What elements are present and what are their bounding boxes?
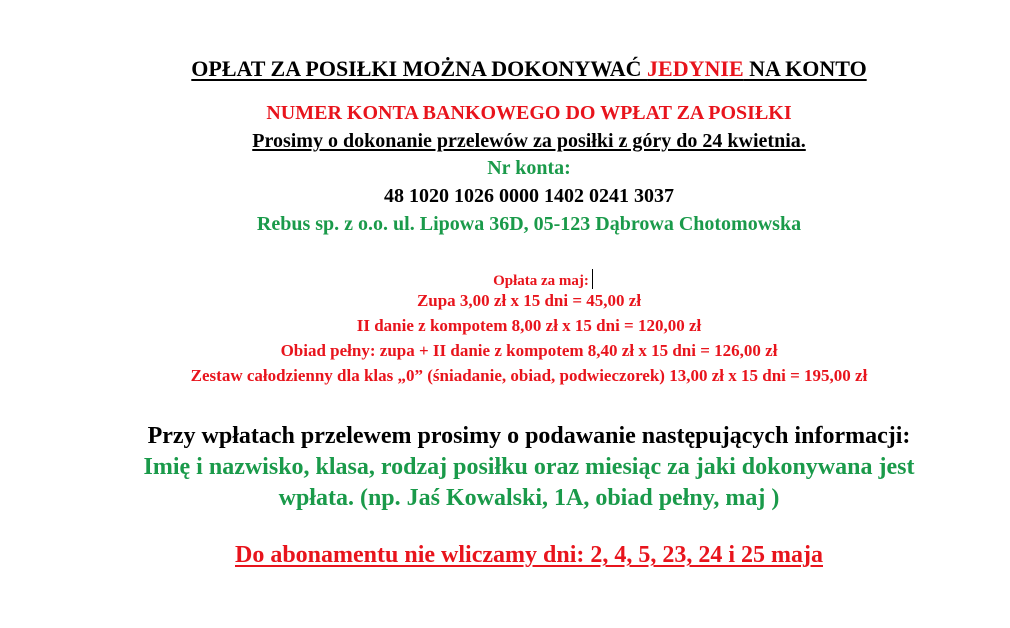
excluded-days-text: Do abonamentu nie wliczamy dni: 2, 4, 5, 23, 24 i 25 maja — [235, 542, 823, 568]
text-cursor — [592, 269, 593, 289]
fee-item-soup: Zupa 3,00 zł x 15 dni = 45,00 zł — [416, 291, 642, 310]
payment-request-text: Prosimy o dokonanie przelewów za posiłki z góry do 24 kwietnia. — [252, 130, 806, 152]
title-part1: OPŁAT ZA POSIŁKI MOŻNA DOKONYWAĆ — [191, 56, 648, 81]
account-section-title: NUMER KONTA BANKOWEGO DO WPŁAT ZA POSIŁKI — [266, 102, 792, 124]
fee-item-full-lunch: Obiad pełny: zupa + II danie z kompotem 8,40 zł x 15 dni = 126,00 zł — [280, 341, 778, 360]
page-title — [24, 58, 1010, 80]
transfer-info-line-1: Imię i nazwisko, klasa, rodzaj posiłku oraz miesiąc za jaki dokonywana jest — [143, 454, 915, 480]
title-highlight: JEDYNIE — [647, 56, 744, 81]
excluded-days — [24, 543, 1010, 567]
transfer-info-intro: Przy wpłatach przelewem prosimy o podawanie następujących informacji: — [147, 423, 911, 449]
fees-title-text: Opłata za maj: — [493, 273, 589, 289]
page-title-text — [191, 56, 866, 81]
title-part2: NA KONTO — [743, 56, 867, 81]
transfer-info-line-2: wpłata. (np. Jaś Kowalski, 1A, obiad pełny, maj ) — [278, 485, 780, 511]
account-number: 48 1020 1026 0000 1402 0241 3037 — [384, 185, 674, 207]
fee-item-full-day-set: Zestaw całodzienny dla klas „0” (śniadanie, obiad, podwieczorek) 13,00 zł x 15 dni = 195,00 zł — [190, 366, 868, 385]
payment-request — [24, 131, 1010, 151]
fees-title — [38, 269, 1010, 289]
recipient-address: Rebus sp. z o.o. ul. Lipowa 36D, 05-123 Dąbrowa Chotomowska — [256, 213, 802, 235]
account-label: Nr konta: — [487, 157, 571, 179]
fee-item-main-course: II danie z kompotem 8,00 zł x 15 dni = 120,00 zł — [356, 316, 702, 335]
